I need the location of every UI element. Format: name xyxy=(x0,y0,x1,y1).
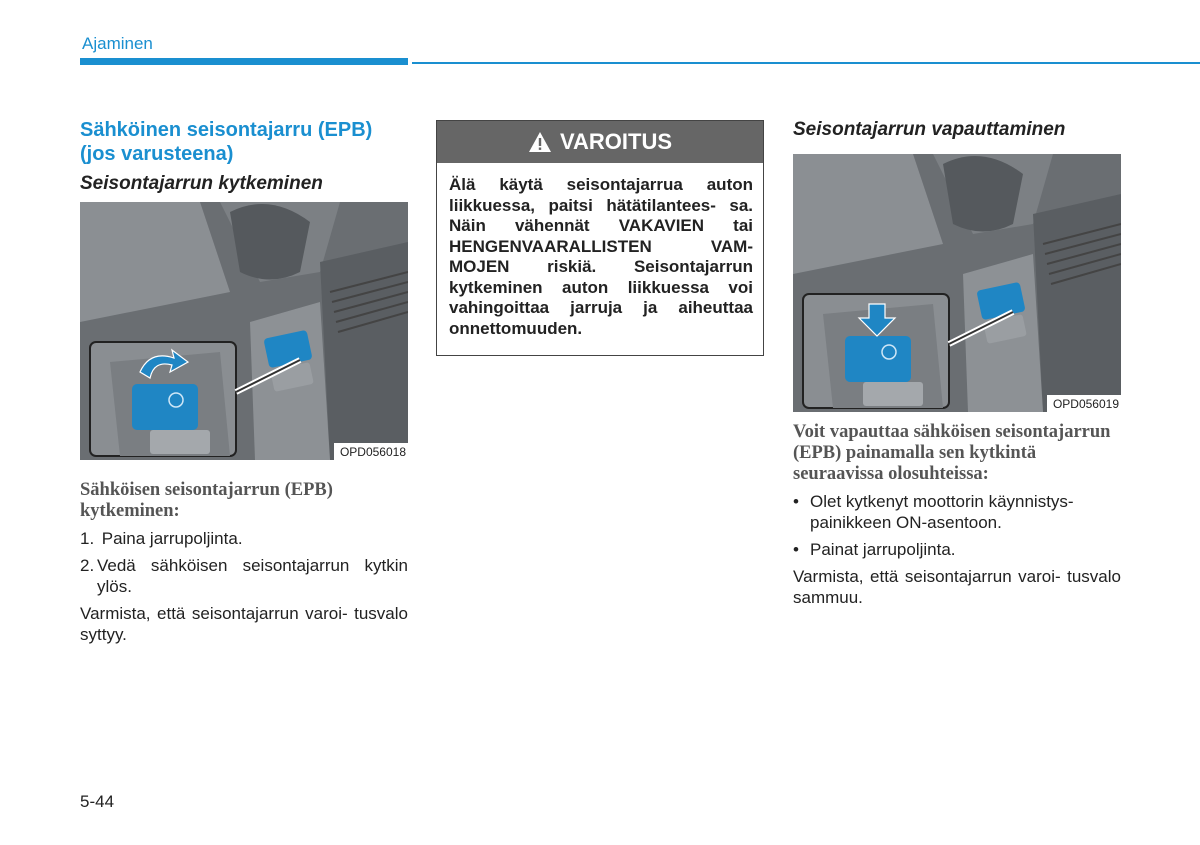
release-intro: Voit vapauttaa sähköisen seisontajarrun (EPB) painamalla sen kytkintä seuraavissa olosuhteissa: xyxy=(793,422,1111,484)
warning-title: VAROITUS xyxy=(559,129,673,154)
apply-note: Varmista, että seisontajarrun varoi- tusvalo syttyy. xyxy=(80,604,408,644)
condition-text: Olet kytkenyt moottorin käynnistys- painikkeen ON-asentoon. xyxy=(810,492,1074,532)
warning-triangle-icon xyxy=(528,131,552,153)
epb-release-photo xyxy=(793,154,1121,412)
header-accent-bar xyxy=(80,58,408,65)
step-number: 2. xyxy=(80,556,95,575)
step-text: Vedä sähköisen seisontajarrun kytkin ylös. xyxy=(97,556,408,596)
section-title: Sähköinen seisontajarru (EPB) (jos varusteena) xyxy=(80,119,373,165)
list-item xyxy=(80,555,408,597)
middle-column xyxy=(436,120,764,356)
warning-text: Älä käytä seisontajarrua auton liikkuessa, paitsi hätätilantees- sa. Näin vähennät VAKAVIEN tai HENGENVAARALLISTEN VAM- MOJEN riskiä. Seisontajarrun kytkeminen auton liikkuessa voi vahingoittaa jarruja ja aiheuttaa onnettomuuden. xyxy=(449,175,753,338)
section-header: Ajaminen xyxy=(82,34,153,53)
warning-header xyxy=(437,121,763,163)
header-rule xyxy=(412,62,1200,64)
condition-text: Painat jarrupoljinta. xyxy=(810,540,956,559)
warning-box xyxy=(436,120,764,356)
steps-heading: Sähköisen seisontajarrun (EPB) kytkeminen: xyxy=(80,480,333,521)
console-illustration xyxy=(80,202,408,460)
steps-list xyxy=(80,528,408,597)
release-subtitle: Seisontajarrun vapauttaminen xyxy=(793,119,1066,140)
conditions-list xyxy=(793,491,1121,560)
step-text: Paina jarrupoljinta. xyxy=(101,529,243,548)
right-column xyxy=(793,118,1121,614)
page-number: 5-44 xyxy=(80,792,115,811)
console-illustration xyxy=(793,154,1121,412)
release-note: Varmista, että seisontajarrun varoi- tusvalo sammuu. xyxy=(793,567,1121,607)
list-item: • Painat jarrupoljinta. xyxy=(793,540,956,559)
epb-apply-photo xyxy=(80,202,408,460)
image-code: OPD056019 xyxy=(1047,395,1121,412)
apply-subtitle: Seisontajarrun kytkeminen xyxy=(80,173,323,194)
list-item xyxy=(80,528,408,549)
step-number: 1. xyxy=(80,529,95,548)
image-code: OPD056018 xyxy=(334,443,408,460)
list-item: • Olet kytkenyt moottorin käynnistys- painikkeen ON-asentoon. xyxy=(793,492,1074,532)
left-column xyxy=(80,118,408,651)
